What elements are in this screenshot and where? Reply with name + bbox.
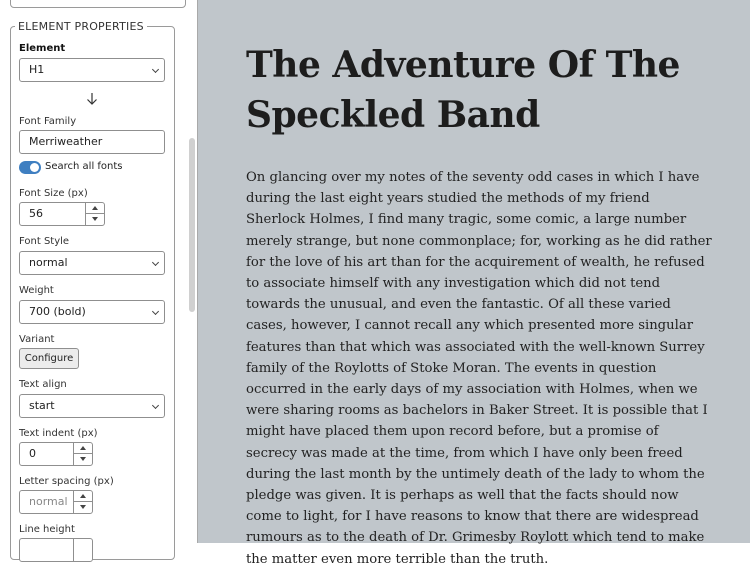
weight-label: Weight: [19, 285, 54, 296]
arrow-down-icon: [86, 92, 98, 106]
text-indent-stepper[interactable]: [19, 442, 93, 466]
letter-spacing-label: Letter spacing (px): [19, 476, 114, 487]
letter-spacing-spinner[interactable]: [73, 491, 92, 513]
weight-select[interactable]: 700 (bold): [19, 300, 165, 324]
preview-pane: [198, 0, 750, 567]
letter-spacing-stepper[interactable]: [19, 490, 93, 514]
properties-sidebar: [0, 0, 198, 543]
line-height-stepper[interactable]: [19, 538, 93, 562]
line-height-spinner[interactable]: [73, 539, 92, 561]
letter-spacing-placeholder: normal: [29, 495, 68, 508]
line-height-label: Line height: [19, 524, 75, 535]
increment-icon[interactable]: [86, 203, 104, 214]
element-select[interactable]: H1: [19, 58, 165, 82]
font-style-select[interactable]: normal: [19, 251, 165, 275]
preview-paragraph: On glancing over my notes of the seventy odd cases in which I have during the last eight years studied the methods of my friend Sherlock Holmes, I find many tragic, some comic, a large number merely strange, but none commonplace; for, working as he did rather for the love of his art than for the acquirement of wealth, he refused to associate himself with any investigation which did not tend towards the unusual, and even the fantastic. Of all these varied cases, however, I cannot recall any which presented more singular features than that which was associated with the well-known Surrey family of the Roylotts of Stoke Moran. The events in question occurred in the early days of my association with Holmes, when we were sharing rooms as bachelors in Baker Street. It is possible that I might have placed them upon record before, but a promise of secrecy was made at the time, from which I have only been freed during the last month by the untimely death of the lady to whom the pledge was given. It is perhaps as well that the facts should now come to light, for I have reasons to know that there are widespread rumours as to the death of Dr. Grimesby Roylott which tend to make the matter even more terrible than the truth.: [246, 170, 712, 567]
preview-heading: The Adventure Of The Speckled Band: [246, 44, 680, 136]
sidebar-scrollbar[interactable]: [189, 138, 195, 312]
decrement-icon[interactable]: [86, 214, 104, 225]
text-align-label: Text align: [19, 379, 67, 390]
decrement-icon[interactable]: [74, 502, 92, 513]
font-family-label: Font Family: [19, 116, 77, 127]
increment-icon[interactable]: [74, 491, 92, 502]
font-size-spinner[interactable]: [85, 203, 104, 225]
increment-icon[interactable]: [74, 443, 92, 454]
font-size-label: Font Size (px): [19, 188, 88, 199]
font-style-label: Font Style: [19, 236, 70, 247]
element-label: Element: [19, 43, 66, 54]
font-size-value: 56: [29, 207, 43, 220]
font-size-stepper[interactable]: [19, 202, 105, 226]
decrement-icon[interactable]: [74, 454, 92, 465]
search-all-fonts-toggle[interactable]: [19, 161, 41, 174]
text-align-select[interactable]: start: [19, 394, 165, 418]
element-properties-legend: ELEMENT PROPERTIES: [18, 20, 144, 33]
font-family-input[interactable]: Merriweather: [19, 130, 165, 154]
text-indent-spinner[interactable]: [73, 443, 92, 465]
text-indent-value: 0: [29, 447, 36, 460]
configure-button[interactable]: Configure: [19, 348, 79, 369]
text-indent-label: Text indent (px): [19, 428, 98, 439]
search-all-fonts-label: Search all fonts: [45, 161, 123, 172]
variant-label: Variant: [19, 334, 55, 345]
top-input-field[interactable]: [10, 0, 186, 8]
